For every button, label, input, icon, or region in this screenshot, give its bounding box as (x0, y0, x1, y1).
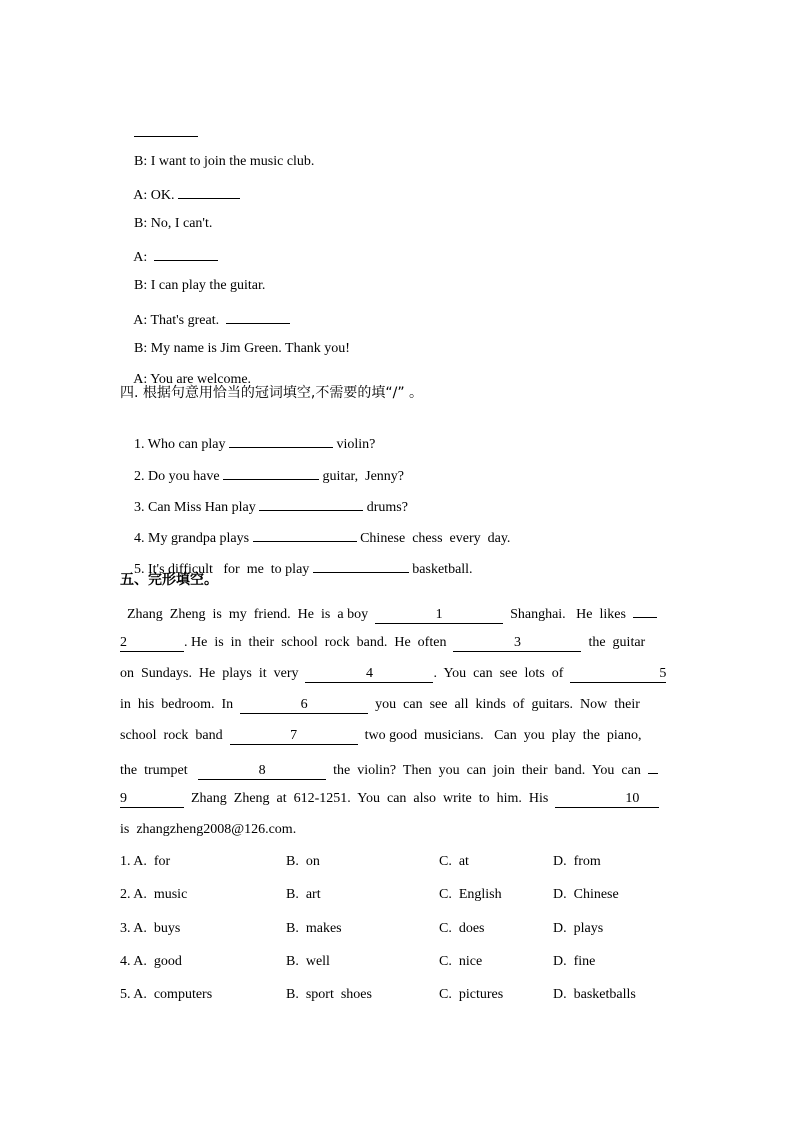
cloze-blank-2-start[interactable] (633, 603, 657, 618)
option-a[interactable]: 2. A. music (120, 887, 188, 902)
article-question: 5. It's difficult for me to play basketball. (120, 540, 473, 597)
speaker: B: (134, 341, 148, 356)
dialogue-text: That's great. (150, 313, 220, 328)
cloze-blank-9-start[interactable] (648, 759, 658, 774)
dialogue-text: I can play the guitar. (150, 278, 266, 293)
option-c[interactable]: C. pictures (439, 987, 504, 1002)
option-a[interactable]: 4. A. good (120, 954, 182, 969)
cloze-blank-4[interactable]: 4 (305, 666, 433, 683)
option-c[interactable]: C. does (439, 921, 485, 936)
option-c[interactable]: C. English (439, 887, 502, 902)
option-d[interactable]: D. from (553, 854, 601, 869)
cloze-blank-3[interactable]: 3 (453, 635, 581, 652)
cloze-blank-10[interactable]: 10 (555, 791, 659, 808)
answer-blank[interactable] (229, 433, 333, 448)
option-a[interactable]: 1. A. for (120, 854, 171, 869)
answer-blank[interactable] (313, 558, 409, 573)
dialogue-text: You are welcome. (150, 372, 252, 387)
speaker: A: (133, 313, 148, 328)
option-b[interactable]: B. well (286, 954, 330, 969)
option-c[interactable]: C. nice (439, 954, 483, 969)
dialogue-text: My name is Jim Green. Thank you! (150, 341, 350, 356)
section-5-title: 五、完形填空。 (120, 572, 218, 588)
option-d[interactable]: D. plays (553, 921, 604, 936)
option-d[interactable]: D. Chinese (553, 887, 619, 902)
passage-line: on Sundays. He plays it very 4 . You can see lots of 5 (120, 666, 667, 681)
option-b[interactable]: B. sport shoes (286, 987, 372, 1002)
article-question: 3. Can Miss Han play drums? (120, 478, 408, 535)
option-b[interactable]: B. on (286, 854, 320, 869)
cloze-blank-5[interactable]: 5 (570, 666, 666, 683)
dialogue-text: I want to join the music club. (150, 154, 315, 169)
article-question: 4. My grandpa plays Chinese chess every day. (120, 509, 510, 566)
passage-line: Zhang Zheng is my friend. He is a boy 1 Shanghai. He likes (120, 603, 657, 624)
passage-line: 9 Zhang Zheng at 612-1251. You can also write to him. His 10 (120, 790, 659, 808)
passage-line: in his bedroom. In 6 you can see all kinds of guitars. Now their (120, 697, 640, 712)
option-d[interactable]: D. basketballs (553, 987, 636, 1002)
option-c[interactable]: C. at (439, 854, 469, 869)
speaker: B: (134, 216, 148, 231)
cloze-blank-2[interactable]: 2 (120, 635, 184, 652)
section-4-title: 四. 根据句意用恰当的冠词填空,不需要的填“/” 。 (120, 385, 424, 401)
cloze-blank-6[interactable]: 6 (240, 697, 368, 714)
speaker: B: (134, 154, 148, 169)
article-question: 1. Who can play violin? (120, 415, 375, 472)
article-question: 2. Do you have guitar, Jenny? (120, 447, 404, 504)
speaker: A: (133, 188, 148, 203)
passage-line: 2 . He is in their school rock band. He often 3 the guitar (120, 635, 646, 650)
cloze-blank-9[interactable]: 9 (120, 791, 184, 808)
cloze-blank-8[interactable]: 8 (198, 763, 326, 780)
option-a[interactable]: 3. A. buys (120, 921, 181, 936)
cloze-blank-1[interactable]: 1 (375, 607, 503, 624)
speaker: B: (134, 278, 148, 293)
passage-line: is zhangzheng2008@126.com. (120, 822, 297, 837)
option-b[interactable]: B. art (286, 887, 321, 902)
option-b[interactable]: B. makes (286, 921, 342, 936)
passage-line: the trumpet 8 the violin? Then you can join their band. You can (120, 759, 658, 780)
speaker: A: (133, 372, 148, 387)
dialogue-text: No, I can't. (150, 216, 213, 231)
option-a[interactable]: 5. A. computers (120, 987, 213, 1002)
cloze-blank-7[interactable]: 7 (230, 728, 358, 745)
passage-line: school rock band 7 two good musicians. Can you play the piano, (120, 728, 642, 743)
speaker: A: (133, 250, 148, 265)
option-d[interactable]: D. fine (553, 954, 596, 969)
dialogue-text: OK. (150, 188, 175, 203)
